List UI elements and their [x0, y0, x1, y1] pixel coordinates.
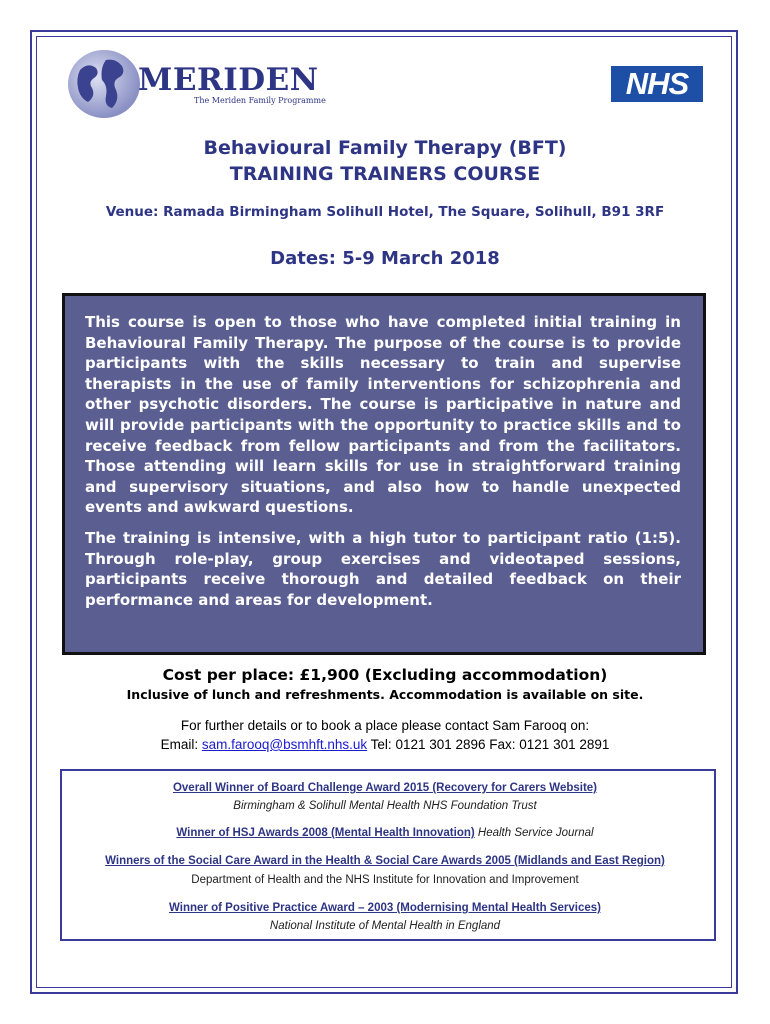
dates: Dates: 5-9 March 2018 [270, 248, 500, 269]
logo-subtitle: The Meriden Family Programme [194, 96, 326, 105]
contact-line [0, 737, 770, 752]
award-3-org: Department of Health and the NHS Institute for Innovation and Improvement [191, 874, 579, 886]
phone-fax: Tel: 0121 301 2896 Fax: 0121 301 2891 [367, 737, 610, 752]
award-2 [0, 827, 770, 839]
meriden-logo [66, 48, 326, 120]
description-paragraph-2: The training is intensive, with a high tutor to participant ratio (1:5). Through role-play, group exercises and videotaped sessions, participants receive thorough and detailed feedback on their performance and areas for development. [85, 528, 681, 609]
award-1-title: Overall Winner of Board Challenge Award 2015 (Recovery for Carers Website) [172, 782, 598, 794]
course-subtitle: TRAINING TRAINERS COURSE [229, 163, 541, 185]
award-1-org: Birmingham & Solihull Mental Health NHS Foundation Trust [233, 800, 537, 812]
award-2-title: Winner of HSJ Awards 2008 (Mental Health Innovation) [176, 827, 475, 839]
globe-icon [66, 48, 146, 120]
venue: Venue: Ramada Birmingham Solihull Hotel, The Square, Solihull, B91 3RF [105, 204, 665, 220]
description-box [62, 293, 706, 655]
description-paragraph-1: This course is open to those who have completed initial training in Behavioural Family Therapy. The purpose of the course is to provide participants with the skills necessary to train and supervise therapists in the use of family interventions for schizophrenia and other psychotic disorders. The course is participative in nature and will provide participants with the opportunity to practice skills and to receive feedback from fellow participants and from the facilitators. Those attending will learn skills for use in straightforward training and supervisory situations, and also how to handle unexpected events and awkward questions. [85, 313, 681, 517]
award-3-title: Winners of the Social Care Award in the Health & Social Care Awards 2005 (Midlands and East Region) [105, 855, 665, 867]
cost-line: Cost per place: £1,900 (Excluding accommodation) [162, 666, 608, 684]
nhs-logo: NHS [611, 66, 703, 102]
course-title: Behavioural Family Therapy (BFT) [203, 137, 567, 159]
email-label: Email: [160, 737, 202, 752]
award-4-title: Winner of Positive Practice Award – 2003 (Modernising Mental Health Services) [169, 902, 601, 914]
award-4-org: National Institute of Mental Health in England [269, 920, 501, 932]
inclusive-note: Inclusive of lunch and refreshments. Accommodation is available on site. [126, 687, 644, 702]
award-2-org: Health Service Journal [474, 827, 594, 839]
logo-text: MERIDEN [138, 62, 319, 98]
email-link[interactable]: sam.farooq@bsmhft.nhs.uk [201, 737, 368, 752]
contact-intro: For further details or to book a place please contact Sam Farooq on: [180, 718, 590, 733]
